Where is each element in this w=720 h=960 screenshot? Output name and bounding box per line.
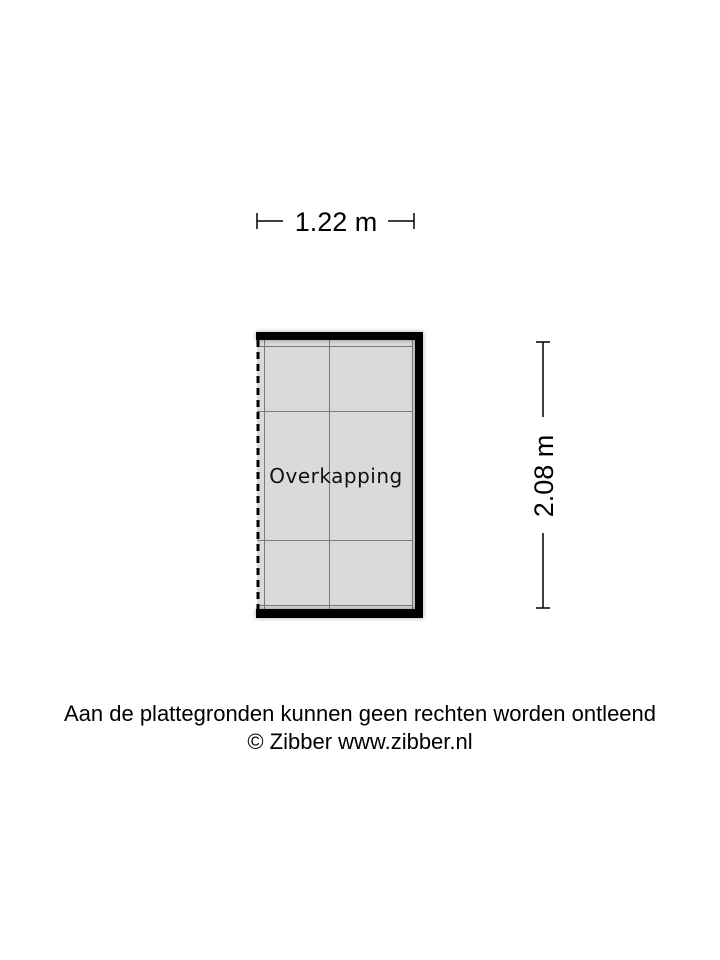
wall-top bbox=[256, 332, 423, 340]
wall-right bbox=[415, 332, 423, 618]
disclaimer-text: Aan de plattegronden kunnen geen rechten worden ontleend bbox=[63, 701, 657, 726]
wall-bottom bbox=[256, 609, 423, 618]
width-dimension bbox=[257, 207, 414, 237]
width-dimension-label: 1.22 m bbox=[294, 207, 378, 237]
height-dimension bbox=[529, 342, 559, 608]
height-dimension-label: 2.08 m bbox=[529, 434, 559, 518]
room-label: Overkapping bbox=[269, 464, 403, 488]
copyright-text: © Zibber www.zibber.nl bbox=[247, 729, 473, 754]
room-overkapping bbox=[256, 332, 423, 618]
